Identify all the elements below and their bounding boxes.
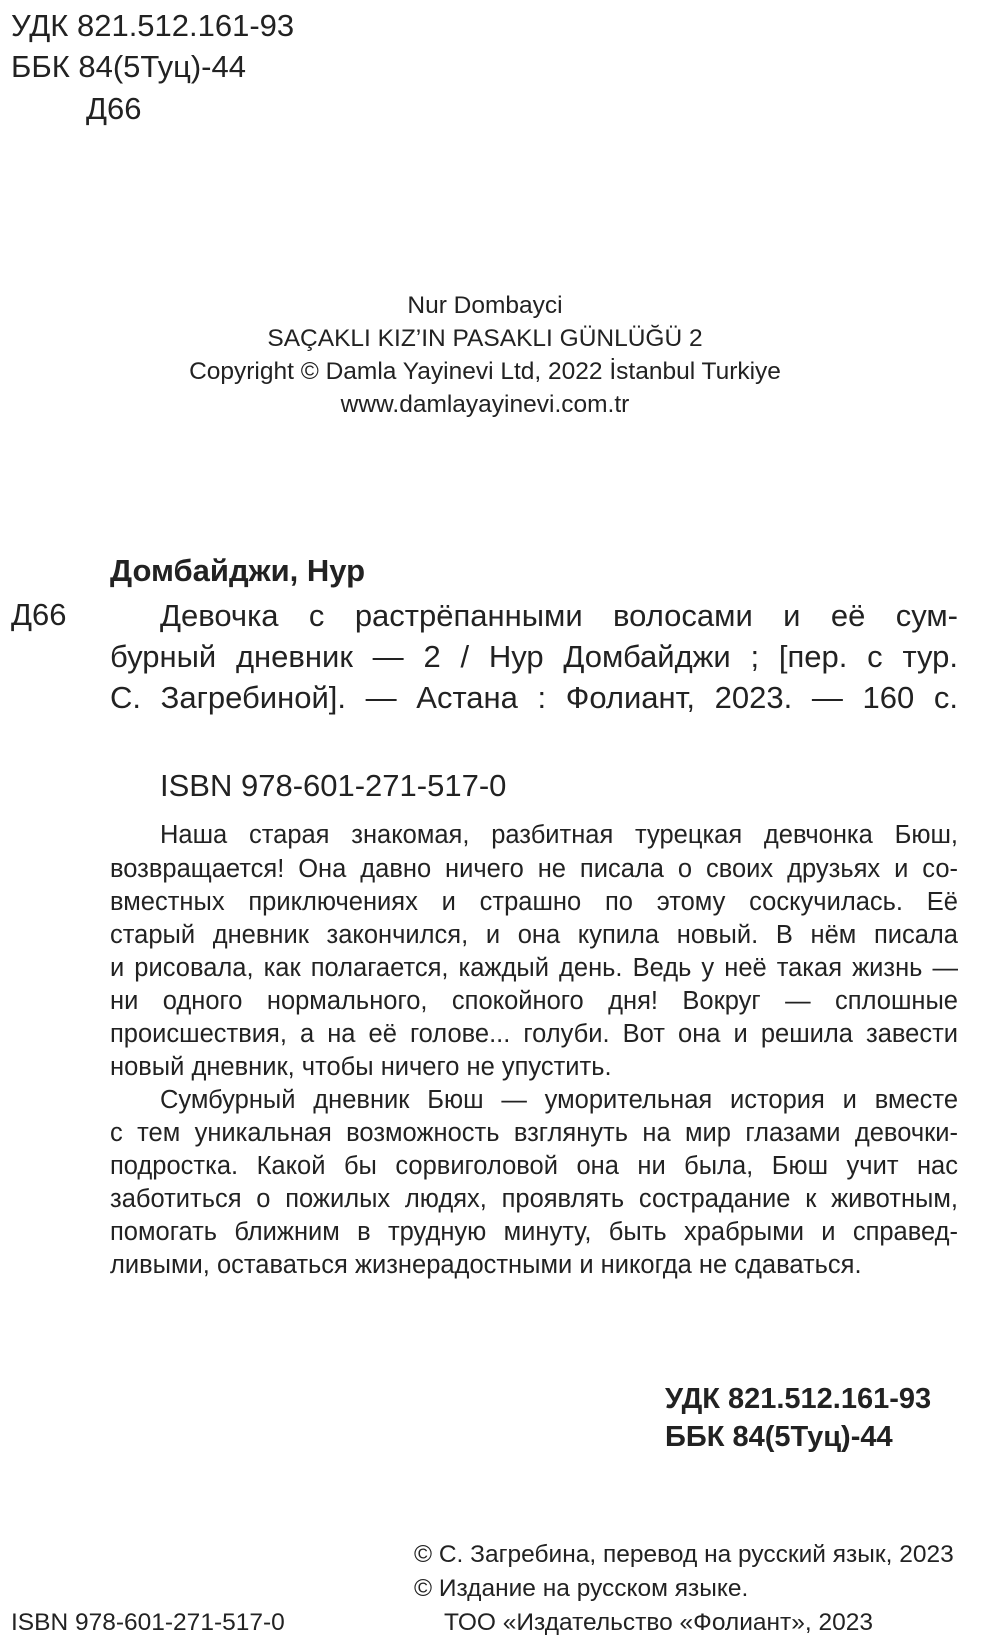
annotation-line: с тем уникальная возможность взглянуть на мир глазами девочки- — [110, 1119, 958, 1147]
footer-bbk-code: ББК 84(5Туц)-44 — [665, 1421, 893, 1453]
annotation-line: Наша старая знакомая, разбитная турецкая девчонка Бюш, — [160, 821, 958, 849]
copyright-translation: © С. Загребина, перевод на русский язык, 2023 — [414, 1541, 954, 1568]
bib-isbn: ISBN 978-601-271-517-0 — [160, 768, 507, 803]
annotation-line: происшествия, а на её голове... голуби. Вот она и решила завести — [110, 1020, 958, 1048]
annotation-line: Сумбурный дневник Бюш — уморительная история и вместе — [160, 1086, 958, 1114]
original-copyright: Copyright © Damla Yayinevi Ltd, 2022 İstanbul Turkiye — [189, 358, 781, 385]
annotation-line: вместных приключениях и страшно по этому соскучилась. Её — [110, 888, 958, 916]
annotation-line: возвращается! Она давно ничего не писала о своих друзьях и со- — [110, 855, 958, 883]
annotation-line: и рисовала, как полагается, каждый день. Ведь у неё такая жизнь — — [110, 954, 958, 982]
bib-description-line: С. Загребиной]. — Астана : Фолиант, 2023. — 160 с. — [110, 680, 958, 715]
footer-udk-code: УДК 821.512.161-93 — [665, 1383, 932, 1415]
publisher-copyright: ТОО «Издательство «Фолиант», 2023 — [444, 1609, 874, 1636]
bib-author-code: Д66 — [11, 597, 67, 632]
bib-description-line: Девочка с растрёпанными волосами и её сум- — [160, 598, 958, 633]
header-author-code: Д66 — [86, 91, 142, 126]
original-title: SAÇAKLI KIZ’IN PASAKLI GÜNLÜĞÜ 2 — [267, 325, 703, 352]
header-udk-code: УДК 821.512.161-93 — [11, 8, 295, 43]
bib-author-heading: Домбайджи, Нур — [110, 553, 366, 588]
annotation-line: новый дневник, чтобы ничего не упустить. — [110, 1053, 612, 1081]
original-author: Nur Dombayci — [407, 292, 563, 319]
header-bbk-code: ББК 84(5Туц)-44 — [11, 49, 246, 84]
bib-description-line: бурный дневник — 2 / Нур Домбайджи ; [пер. с тур. — [110, 639, 958, 674]
annotation-line: помогать ближним в трудную минуту, быть храбрыми и справед- — [110, 1218, 958, 1246]
original-website: www.damlayayinevi.com.tr — [340, 391, 630, 418]
annotation-line: ни одного нормального, спокойного дня! Вокруг — сплошные — [110, 987, 958, 1015]
annotation-line: старый дневник закончился, и она купила новый. В нём писала — [110, 921, 958, 949]
footer-isbn: ISBN 978-601-271-517-0 — [11, 1609, 285, 1636]
annotation-line: заботиться о пожилых людях, проявлять сострадание к животным, — [110, 1185, 958, 1213]
copyright-edition: © Издание на русском языке. — [414, 1575, 749, 1602]
annotation-line: подростка. Какой бы сорвиголовой она ни была, Бюш учит нас — [110, 1152, 958, 1180]
annotation-line: ливыми, оставаться жизнерадостными и никогда не сдаваться. — [110, 1251, 862, 1279]
